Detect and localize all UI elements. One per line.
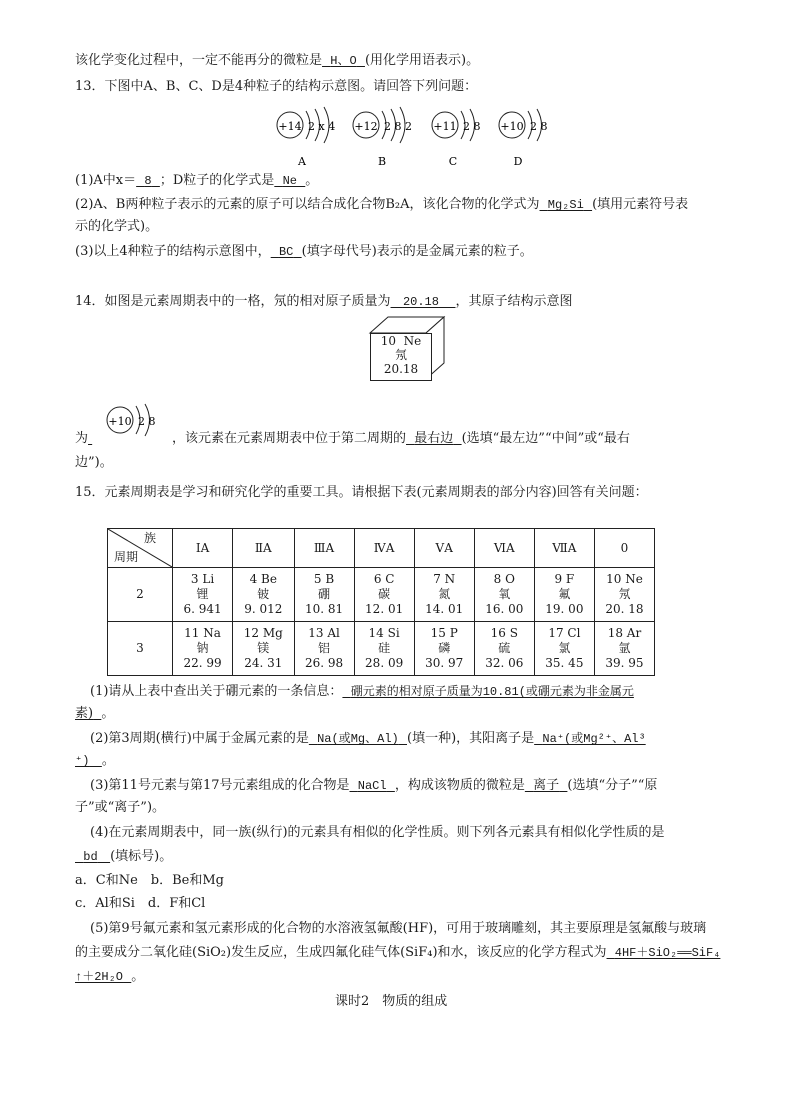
atom-diagram-d — [499, 109, 548, 168]
element-mass: 20.18 — [383, 362, 419, 376]
q13-stem: 13．下图中A、B、C、D是4种粒子的结构示意图。请回答下列问题： — [75, 79, 478, 94]
q13-answer-formula: Mg₂Si — [547, 198, 584, 212]
q14-answer-mass: 20.18 — [402, 295, 439, 309]
table-corner-cell — [108, 529, 173, 568]
group-header: ⅢA — [294, 529, 354, 568]
element-cell: 8 O 氧 16. 00 — [474, 568, 534, 622]
header-group-label: 族 — [143, 531, 156, 545]
element-cell: 7 N 氮 14. 01 — [414, 568, 474, 622]
element-cell: 4 Be 铍 9. 012 — [233, 568, 294, 622]
element-cell: 16 S 硫 32. 06 — [474, 622, 534, 676]
q14-line2: 为 ，该元素在元素周期表中位于第二周期的 最右边 (选填“最左边”“中间”或“最右 — [75, 431, 630, 446]
svg-text:+11: +11 — [433, 120, 457, 133]
q15-part2: (2)第3周期(横行)中属于金属元素的是 Na(或Mg、Al) (填一种)，其阳离子是 Na⁺(或Mg²⁺、Al³ — [90, 731, 646, 746]
svg-text:2 8: 2 8 — [530, 120, 548, 133]
q12-tail-text: 该化学变化过程中，一定不能再分的微粒是 — [75, 53, 323, 68]
element-cell: 15 P 磷 30. 97 — [414, 622, 474, 676]
element-symbol: Ne — [403, 334, 422, 348]
svg-text:2 x 4: 2 x 4 — [308, 120, 336, 133]
svg-text:+12: +12 — [354, 120, 378, 133]
table-header-row — [108, 529, 655, 568]
element-cell: 17 Cl 氯 35. 45 — [534, 622, 594, 676]
q14-line3: 边”)。 — [75, 455, 113, 470]
q15-stem: 15．元素周期表是学习和研究化学的重要工具。请根据下表(元素周期表的部分内容)回答有关问题： — [75, 485, 648, 500]
atom-diagram-b — [353, 107, 412, 168]
q15-part1-cont: 素) 。 — [75, 706, 115, 721]
q15-part3: (3)第11号元素与第17号元素组成的化合物是 NaCl ，构成该物质的微粒是 离子 (选填“分子”“原 — [90, 778, 658, 793]
q13-answer-metal: BC — [278, 245, 294, 259]
q12-tail-note: (用化学用语表示)。 — [364, 53, 480, 68]
q13-part2: (2)A、B两种粒子表示的元素的原子可以结合成化合物B₂A，该化合物的化学式为 Mg₂Si (填用元素符号表 — [75, 197, 689, 212]
q15-part4-answer-line: bd (填标号)。 — [83, 849, 173, 864]
svg-text:D: D — [513, 155, 523, 168]
q15-part4: (4)在元素周期表中，同一族(纵行)的元素具有相似的化学性质。则下列各元素具有相似化学性质的是 — [90, 825, 665, 840]
group-header: ⅦA — [534, 529, 594, 568]
q13-part1: (1)A中x＝ 8 ；D粒子的化学式是 Ne 。 — [75, 173, 319, 188]
svg-text:+10: +10 — [108, 415, 132, 428]
section-title: 课时2 物质的组成 — [335, 994, 448, 1009]
q15-part5: (5)第9号氟元素和氢元素形成的化合物的水溶液氢氟酸(HF)，可用于玻璃雕刻，其主要原理是氢氟酸与玻璃 — [90, 921, 707, 936]
element-number: 10 — [380, 334, 397, 348]
svg-text:A: A — [298, 155, 306, 168]
q15-option-line1: a．C和Ne b．Be和Mg — [75, 873, 224, 888]
element-cell: 10 Ne 氖 20. 18 — [594, 568, 654, 622]
q15-answer-boron: 硼元素的相对原子质量为10.81(或硼元素为非金属元 — [350, 685, 634, 699]
q12-answer: H、O — [330, 54, 357, 68]
svg-text:2 8 2: 2 8 2 — [384, 120, 412, 133]
q15-part1: (1)请从上表中查出关于硼元素的一条信息： 硼元素的相对原子质量为10.81(或硼元素为非金属元 — [90, 684, 634, 699]
element-cell: 18 Ar 氩 39. 95 — [594, 622, 654, 676]
header-period-label: 周期 — [114, 550, 139, 564]
table-row — [108, 622, 655, 676]
q15-option-line2: c．Al和Si d．F和Cl — [75, 896, 206, 911]
element-cell: 9 F 氟 19. 00 — [534, 568, 594, 622]
q15-part5-line3: ↑＋2H₂O 。 — [75, 969, 145, 984]
q15-answer-metal: Na(或Mg、Al) — [317, 732, 399, 746]
q13-part2-cont: 示的化学式)。 — [75, 219, 159, 234]
group-header: 0 — [594, 529, 654, 568]
element-cell: 5 B 硼 10. 81 — [294, 568, 354, 622]
svg-text:2 8: 2 8 — [138, 415, 156, 428]
q15-answer-particle: 离子 — [533, 778, 560, 793]
q15-answer-compound: NaCl — [357, 779, 387, 793]
table-row — [108, 568, 655, 622]
group-header: ⅣA — [354, 529, 414, 568]
element-cell: 6 C 碳 12. 01 — [354, 568, 414, 622]
group-header: ⅥA — [474, 529, 534, 568]
element-cell: 14 Si 硅 28. 09 — [354, 622, 414, 676]
q14-stem: 14．如图是元素周期表中的一格，氖的相对原子质量为 20.18 ，其原子结构示意图 — [75, 294, 573, 309]
q13-answer-x: 8 — [144, 174, 152, 188]
group-header: ⅡA — [233, 529, 294, 568]
q15-part3-cont: 子”或“离子”)。 — [75, 800, 166, 815]
q15-answer-cation: Na⁺(或Mg²⁺、Al³ — [542, 732, 646, 746]
element-cell: 13 Al 铝 26. 98 — [294, 622, 354, 676]
q13-part3: (3)以上4种粒子的结构示意图中， BC (填字母代号)表示的是金属元素的粒子。 — [75, 244, 533, 259]
element-cell: 12 Mg 镁 24. 31 — [233, 622, 294, 676]
q15-answer-similar: bd — [83, 850, 98, 864]
svg-text:+10: +10 — [500, 120, 524, 133]
svg-text:B: B — [377, 155, 387, 168]
element-name: 氖 — [394, 348, 407, 362]
svg-text:2 8: 2 8 — [463, 120, 481, 133]
svg-text:C: C — [448, 155, 458, 168]
element-cell: 11 Na 钠 22. 99 — [173, 622, 233, 676]
q13-answer-d-formula: Ne — [282, 174, 297, 188]
group-header: ⅠA — [173, 529, 233, 568]
atom-diagram-c — [432, 109, 481, 168]
element-box-neon — [370, 333, 432, 381]
q15-answer-equation: 4HF＋SiO₂══SiF₄ — [614, 946, 721, 960]
element-cell: 3 Li 锂 6. 941 — [173, 568, 233, 622]
q13-structure-diagrams — [270, 103, 570, 173]
group-header: ⅤA — [414, 529, 474, 568]
period-cell: 2 — [108, 568, 173, 622]
q15-part2-cont: ⁺) 。 — [75, 753, 115, 768]
q12-tail-line — [75, 52, 479, 70]
periodic-table-excerpt — [107, 528, 655, 676]
atom-diagram-a — [277, 107, 335, 168]
q15-part5-line2: 的主要成分二氧化硅(SiO₂)发生反应，生成四氟化硅气体(SiF₄)和水，该反应的化学方程式为 4HF＋SiO₂══SiF₄ — [75, 945, 721, 960]
period-cell: 3 — [108, 622, 173, 676]
svg-text:+14: +14 — [278, 120, 302, 133]
q14-answer-position: 最右边 — [414, 431, 454, 446]
